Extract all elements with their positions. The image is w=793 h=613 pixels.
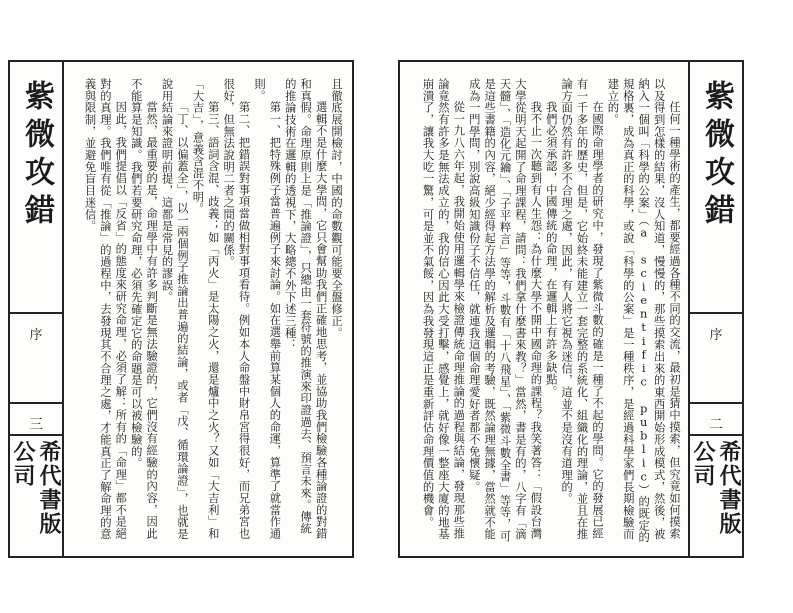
book-title: 紫微攻錯 bbox=[19, 80, 54, 232]
paragraph: 在國際命理學者的研究中，發現了紫微斗數的確是一種了不起的學問。它的發展已經有一千多年的歷史，但是，它始終未能建立一套完整的系統化、組織化的理論，並且在推論方面仍然有許多不合理之處，因此，有人將它視為迷信，這並不是沒有道理的。 bbox=[560, 78, 604, 541]
strip-divider bbox=[10, 402, 62, 404]
strip-divider bbox=[10, 312, 62, 314]
paragraph: 第一、把特殊例子當普遍例子來討論。如在選舉前算某個人的命運，算準了就當作通則。 bbox=[252, 78, 282, 540]
page-body-text bbox=[410, 78, 682, 544]
paragraph: 「丁、以偏蓋全」，以一兩個例子推論出普遍的結論，或者「戊、循環論證」，也就是說用結論來證明前提，這都是常見的謬誤。 bbox=[160, 78, 189, 540]
book-page-right bbox=[398, 60, 744, 558]
page-body-text bbox=[74, 78, 344, 544]
book-page-left bbox=[8, 60, 354, 558]
strip-divider bbox=[690, 312, 742, 314]
strip-divider bbox=[10, 434, 62, 436]
paragraph: 我不止一次聽到有人生怨：為什麼大學不開中國命理的課程？我笑著答：「假設台灣大學從明天起開了命理課程，請問：我們拿什麼書來教？」當然，書是有的，八字有「滴天髓」、「造化元鑰」、「子平粹言」等等，斗數有「十八飛星」、「紫微斗數全書」等等，可是這些書籍的內容，絕少經得起方法學的解析及邏輯的考驗，既然論理無據，當然就不能成為一門學問，別說高級知識份子不信任，就連我這個命理愛好者都不免懷疑。 bbox=[467, 78, 543, 542]
page-side-strip bbox=[688, 62, 742, 556]
paragraph: 任何一種學術的產生，都要經過各種不同的交流，最初是猜中摸索，但究竟如何摸索以及得到怎樣的結果，沒人知道，慢慢的，那些摸索出來的東西開始形成模式，然後，被納入一個叫「科學的公案」（a scientific public）的既定的規格裏，成為真正的科學，或說「科學的公案」是一種秩序，是經過科學家們長期檢驗而建立的。 bbox=[606, 78, 681, 544]
paragraph: 且徹底展開檢討，中國的命數觀可能要全盤修正。 bbox=[330, 78, 343, 339]
book-title: 紫微攻錯 bbox=[699, 80, 734, 232]
paragraph: 我們必須承認，中國傳統的命理，在邏輯上有許多缺點。 bbox=[544, 100, 558, 397]
strip-divider bbox=[690, 434, 742, 436]
page-number: 二 bbox=[709, 417, 723, 433]
publisher-name: 希代書版公司 bbox=[690, 440, 742, 536]
page-number: 三 bbox=[29, 417, 43, 433]
strip-divider bbox=[690, 402, 742, 404]
paragraph: 第三、語詞含混、歧義；如「丙火」是太陽之火，還是爐中之火？又如「大吉利」和「大吉」，意義含混不明。 bbox=[191, 78, 220, 540]
paragraph: 當然，最重要的是，命理學中有許多判斷是無法驗證的，它們沒有經驗的內容，因此不能算是知識。我們若要研究命理，必須先確定它的命題是可以被檢驗的。 bbox=[129, 78, 159, 540]
page-side-strip bbox=[10, 62, 64, 556]
paragraph: 選輯不是什麼大學問，它只會幫助我們正確地思考，並協助我們檢驗各種論證的對錯和真假。命理原則上是「推論證」，只總由一套符號的推演來印證過去、預言未來。傳統的推論技術在邏輯的透視下，大略總不外下述三種： bbox=[283, 78, 328, 540]
paragraph: 第二、把錯誤對事項當做相對事項看待。例如本人命盤中財帛宮得很好，而兄弟宮也很好，但無法說明二者之間的關係。 bbox=[222, 78, 251, 540]
paragraph: 因此，我們提倡以「反省」的態度來研究命理，必須了解：所有的「命理」都不是絕對的真理。我們唯有從「推論」的過程中，去發現其不合理之處，才能真正了解命理的意義與限制，並避免盲目迷信。 bbox=[83, 78, 128, 541]
paragraph: 從一九八六年起，我開始使用邏輯學來檢證傳統命理推論的過程與結論，發現那些推論竟然有許多是無法成立的，我的信心因此大受打擊，感覺上，就好像一整座大廈的地基崩潰了，讓我大吃一驚，可是並不氣餒，因為我發現這正是重新評估命理價值的機會。 bbox=[421, 78, 466, 541]
section-label: 序 bbox=[709, 328, 723, 343]
section-label: 序 bbox=[29, 328, 43, 343]
publisher-name: 希代書版公司 bbox=[10, 440, 62, 536]
